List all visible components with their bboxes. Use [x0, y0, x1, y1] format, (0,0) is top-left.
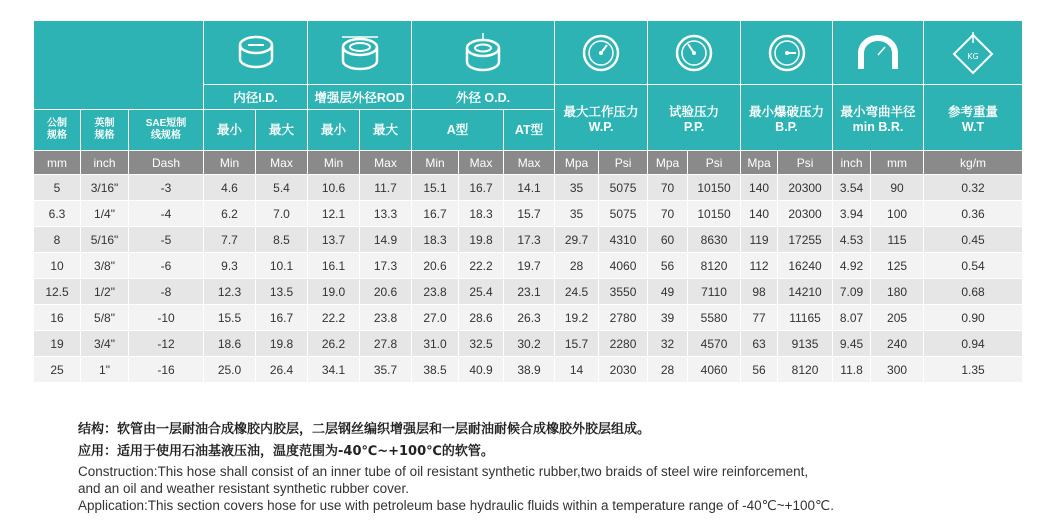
table-cell: -12 — [129, 331, 204, 357]
table-cell: 3/8" — [81, 253, 129, 279]
od-a-header: A型 — [412, 110, 504, 151]
table-row — [34, 175, 1023, 201]
table-cell: 19.2 — [555, 305, 599, 331]
table-cell: 16.7 — [412, 201, 459, 227]
units-row — [34, 151, 1023, 175]
wp-icon-cell — [555, 21, 648, 85]
sae-label-a: SAE短制 — [145, 118, 187, 129]
table-cell: 23.1 — [504, 279, 555, 305]
table-cell: 38.5 — [412, 357, 459, 383]
data-rows — [34, 175, 1023, 383]
table-cell: 8.5 — [256, 227, 308, 253]
table-cell: 4.92 — [833, 253, 871, 279]
wt-icon-cell — [924, 21, 1023, 85]
table-cell: 13.7 — [308, 227, 360, 253]
table-cell: 23.8 — [412, 279, 459, 305]
wp-header-cn: 最大工作压力 — [563, 104, 639, 119]
unit-cell: mm — [871, 151, 924, 175]
table-cell: 16.7 — [256, 305, 308, 331]
table-cell: 20.6 — [360, 279, 412, 305]
table-cell: 6.2 — [204, 201, 256, 227]
table-cell: 4310 — [599, 227, 648, 253]
unit-cell: Psi — [599, 151, 648, 175]
table-cell: 10 — [34, 253, 81, 279]
wt-header-en: W.T — [961, 119, 985, 134]
table-cell: 27.0 — [412, 305, 459, 331]
table-cell: 18.3 — [459, 201, 504, 227]
table-cell: 0.54 — [924, 253, 1023, 279]
unit-cell: Dash — [129, 151, 204, 175]
table-cell: 18.3 — [412, 227, 459, 253]
table-cell: 22.2 — [308, 305, 360, 331]
table-cell: 0.32 — [924, 175, 1023, 201]
bend-radius-icon — [853, 33, 903, 73]
table-cell: 98 — [741, 279, 778, 305]
table-cell: 30.2 — [504, 331, 555, 357]
table-cell: 4060 — [688, 357, 741, 383]
table-cell: 1" — [81, 357, 129, 383]
table-cell: 3550 — [599, 279, 648, 305]
table-cell: 19.8 — [459, 227, 504, 253]
outer-diameter-icon — [459, 31, 507, 75]
table-cell: 7.0 — [256, 201, 308, 227]
bp-header-cn: 最小爆破压力 — [749, 104, 825, 119]
table-cell: 10150 — [688, 201, 741, 227]
construction-en-line1: Construction:This hose shall consist of an inner tube of oil resistant synthetic rubber,two braids of steel wire reinforcement, — [78, 464, 809, 479]
table-cell: 19.7 — [504, 253, 555, 279]
table-cell: 15.7 — [555, 331, 599, 357]
table-cell: 34.1 — [308, 357, 360, 383]
table-cell: 9.3 — [204, 253, 256, 279]
table-cell: 16 — [34, 305, 81, 331]
tube-inner-diameter-icon — [233, 33, 279, 73]
table-row — [34, 201, 1023, 227]
table-cell: 10.6 — [308, 175, 360, 201]
table-cell: 14.1 — [504, 175, 555, 201]
table-cell: 27.8 — [360, 331, 412, 357]
wp-header-en: W.P. — [588, 119, 614, 134]
unit-cell: kg/m — [924, 151, 1023, 175]
table-cell: 100 — [871, 201, 924, 227]
table-cell: 11.8 — [833, 357, 871, 383]
table-cell: 17.3 — [360, 253, 412, 279]
table-cell: 2280 — [599, 331, 648, 357]
table-cell: 35 — [555, 201, 599, 227]
od-at-header: AT型 — [504, 110, 555, 151]
icon-row — [34, 21, 1023, 85]
unit-cell: inch — [81, 151, 129, 175]
table-cell: 5580 — [688, 305, 741, 331]
table-cell: -6 — [129, 253, 204, 279]
table-cell: 13.3 — [360, 201, 412, 227]
table-cell: 7.7 — [204, 227, 256, 253]
wp-header — [555, 85, 648, 151]
od-group-header: 外径 O.D. — [412, 85, 555, 110]
table-cell: 15.7 — [504, 201, 555, 227]
table-row — [34, 357, 1023, 383]
table-cell: 140 — [741, 175, 778, 201]
table-cell: 15.1 — [412, 175, 459, 201]
table-cell: -5 — [129, 227, 204, 253]
table-cell: 11165 — [778, 305, 833, 331]
table-cell: 40.9 — [459, 357, 504, 383]
unit-cell: Psi — [688, 151, 741, 175]
table-cell: 1/4" — [81, 201, 129, 227]
br-header-en: min B.R. — [852, 119, 904, 134]
table-cell: 300 — [871, 357, 924, 383]
table-cell: 17255 — [778, 227, 833, 253]
unit-cell: Max — [256, 151, 308, 175]
table-cell: -16 — [129, 357, 204, 383]
unit-cell: Mpa — [648, 151, 688, 175]
table-cell: 23.8 — [360, 305, 412, 331]
table-cell: 20300 — [778, 201, 833, 227]
table-cell: 125 — [871, 253, 924, 279]
unit-cell: Psi — [778, 151, 833, 175]
id-icon-cell — [204, 21, 308, 85]
table-cell: 28 — [555, 253, 599, 279]
table-cell: 4570 — [688, 331, 741, 357]
table-cell: 10150 — [688, 175, 741, 201]
reinforcement-od-icon — [334, 31, 386, 75]
pp-header-cn: 试验压力 — [669, 104, 720, 119]
table-cell: -8 — [129, 279, 204, 305]
table-cell: 1.35 — [924, 357, 1023, 383]
table-cell: -10 — [129, 305, 204, 331]
id-group-header: 内径I.D. — [204, 85, 308, 110]
pressure-gauge-icon — [581, 33, 621, 73]
table-cell: 19.0 — [308, 279, 360, 305]
table-cell: 35 — [555, 175, 599, 201]
sae-header — [129, 110, 204, 151]
table-cell: 2780 — [599, 305, 648, 331]
table-cell: 24.5 — [555, 279, 599, 305]
table-cell: 12.5 — [34, 279, 81, 305]
table-row — [34, 227, 1023, 253]
table-cell: 32 — [648, 331, 688, 357]
unit-cell: Min — [308, 151, 360, 175]
table-cell: 4.53 — [833, 227, 871, 253]
table-cell: 28.6 — [459, 305, 504, 331]
inch-size-header — [81, 110, 129, 151]
table-cell: 9135 — [778, 331, 833, 357]
table-cell: 8.07 — [833, 305, 871, 331]
bp-header — [741, 85, 833, 151]
table-cell: 26.4 — [256, 357, 308, 383]
svg-text:KG: KG — [967, 51, 979, 61]
table-cell: 3/16" — [81, 175, 129, 201]
table-cell: 8630 — [688, 227, 741, 253]
id-min-header: 最小 — [204, 110, 256, 151]
table-cell: 56 — [741, 357, 778, 383]
metric-size-header — [34, 110, 81, 151]
wt-header-cn: 参考重量 — [948, 104, 999, 119]
table-cell: 49 — [648, 279, 688, 305]
table-cell: -3 — [129, 175, 204, 201]
table-cell: 1/2" — [81, 279, 129, 305]
table-cell: 240 — [871, 331, 924, 357]
table-cell: 10.1 — [256, 253, 308, 279]
table-cell: -4 — [129, 201, 204, 227]
table-cell: 13.5 — [256, 279, 308, 305]
unit-cell: Min — [412, 151, 459, 175]
unit-cell: inch — [833, 151, 871, 175]
table-cell: 3.94 — [833, 201, 871, 227]
id-max-header: 最大 — [256, 110, 308, 151]
table-cell: 5 — [34, 175, 81, 201]
table-row — [34, 305, 1023, 331]
application-en: Application:This section covers hose for use with petroleum base hydraulic fluids within a temperature range of -40℃~+100℃. — [78, 498, 834, 513]
table-cell: 28 — [648, 357, 688, 383]
table-cell: 4.6 — [204, 175, 256, 201]
pressure-gauge-icon — [767, 33, 807, 73]
table-cell: 2030 — [599, 357, 648, 383]
table-cell: 14.9 — [360, 227, 412, 253]
bp-icon-cell — [741, 21, 833, 85]
table-row — [34, 253, 1023, 279]
table-cell: 19.8 — [256, 331, 308, 357]
table-cell: 20.6 — [412, 253, 459, 279]
table-cell: 4060 — [599, 253, 648, 279]
table-cell: 0.94 — [924, 331, 1023, 357]
table-cell: 70 — [648, 201, 688, 227]
table-cell: 115 — [871, 227, 924, 253]
table-cell: 6.3 — [34, 201, 81, 227]
table-cell: 8120 — [778, 357, 833, 383]
rod-group-header: 增强层外径ROD — [308, 85, 412, 110]
pp-header — [648, 85, 741, 151]
pressure-gauge-icon — [674, 33, 714, 73]
table-cell: 5/8" — [81, 305, 129, 331]
inch-size-label-a: 英制 — [94, 118, 115, 129]
unit-cell: Max — [459, 151, 504, 175]
table-cell: 18.6 — [204, 331, 256, 357]
table-cell: 17.3 — [504, 227, 555, 253]
table-cell: 5.4 — [256, 175, 308, 201]
table-cell: 29.7 — [555, 227, 599, 253]
table-cell: 12.3 — [204, 279, 256, 305]
table-cell: 16.1 — [308, 253, 360, 279]
table-cell: 0.36 — [924, 201, 1023, 227]
unit-cell: Mpa — [555, 151, 599, 175]
weight-icon — [950, 31, 996, 75]
table-cell: 7.09 — [833, 279, 871, 305]
metric-size-label-a: 公制 — [47, 118, 67, 129]
table-cell: 26.2 — [308, 331, 360, 357]
table-cell: 0.90 — [924, 305, 1023, 331]
table-cell: 25 — [34, 357, 81, 383]
table-cell: 112 — [741, 253, 778, 279]
table-cell: 39 — [648, 305, 688, 331]
pp-header-en: P.P. — [683, 119, 705, 134]
table-cell: 15.5 — [204, 305, 256, 331]
table-cell: 63 — [741, 331, 778, 357]
table-cell: 14 — [555, 357, 599, 383]
table-cell: 12.1 — [308, 201, 360, 227]
table-cell: 8 — [34, 227, 81, 253]
wt-header — [924, 85, 1023, 151]
table-cell: 56 — [648, 253, 688, 279]
table-cell: 119 — [741, 227, 778, 253]
inch-size-label-b: 规格 — [94, 130, 115, 141]
rod-max-header: 最大 — [360, 110, 412, 151]
table-cell: 70 — [648, 175, 688, 201]
br-icon-cell — [833, 21, 924, 85]
construction-en-line2: and an oil and weather resistant synthetic rubber cover. — [78, 481, 409, 496]
table-cell: 38.9 — [504, 357, 555, 383]
table-cell: 25.0 — [204, 357, 256, 383]
table-cell: 25.4 — [459, 279, 504, 305]
table-cell: 9.45 — [833, 331, 871, 357]
table-cell: 19 — [34, 331, 81, 357]
unit-cell: Min — [204, 151, 256, 175]
table-cell: 8120 — [688, 253, 741, 279]
unit-cell: Max — [360, 151, 412, 175]
table-cell: 16.7 — [459, 175, 504, 201]
table-row — [34, 279, 1023, 305]
table-cell: 20300 — [778, 175, 833, 201]
table-cell: 140 — [741, 201, 778, 227]
table-cell: 90 — [871, 175, 924, 201]
table-cell: 14210 — [778, 279, 833, 305]
table-cell: 0.68 — [924, 279, 1023, 305]
table-cell: 5/16" — [81, 227, 129, 253]
pp-icon-cell — [648, 21, 741, 85]
table-cell: 77 — [741, 305, 778, 331]
table-cell: 22.2 — [459, 253, 504, 279]
metric-size-label-b: 规格 — [47, 130, 67, 141]
unit-cell: Mpa — [741, 151, 778, 175]
unit-cell: mm — [34, 151, 81, 175]
construction-cn: 结构：软管由一层耐油合成橡胶内胶层，二层钢丝编织增强层和一层耐油耐候合成橡胶外胶层组成。 — [78, 422, 651, 437]
br-header — [833, 85, 924, 151]
table-cell: 35.7 — [360, 357, 412, 383]
description-block — [78, 419, 1038, 514]
table-cell: 5075 — [599, 175, 648, 201]
table-cell: 26.3 — [504, 305, 555, 331]
table-cell: 3/4" — [81, 331, 129, 357]
bp-header-en: B.P. — [775, 119, 798, 134]
od-icon-cell — [412, 21, 555, 85]
rod-icon-cell — [308, 21, 412, 85]
rod-min-header: 最小 — [308, 110, 360, 151]
table-cell: 16240 — [778, 253, 833, 279]
unit-cell: Max — [504, 151, 555, 175]
blank-corner-cell — [34, 21, 204, 110]
sae-label-b: 线规格 — [151, 130, 181, 141]
table-cell: 31.0 — [412, 331, 459, 357]
spec-table — [33, 20, 1023, 383]
table-cell: 60 — [648, 227, 688, 253]
table-cell: 7110 — [688, 279, 741, 305]
br-header-cn: 最小弯曲半径 — [840, 104, 916, 119]
table-cell: 3.54 — [833, 175, 871, 201]
table-row — [34, 331, 1023, 357]
table-cell: 205 — [871, 305, 924, 331]
table-cell: 32.5 — [459, 331, 504, 357]
application-cn: 应用：适用于使用石油基液压油，温度范围为-40℃~+100℃的软管。 — [78, 444, 494, 459]
table-cell: 5075 — [599, 201, 648, 227]
table-cell: 11.7 — [360, 175, 412, 201]
table-cell: 180 — [871, 279, 924, 305]
table-cell: 0.45 — [924, 227, 1023, 253]
